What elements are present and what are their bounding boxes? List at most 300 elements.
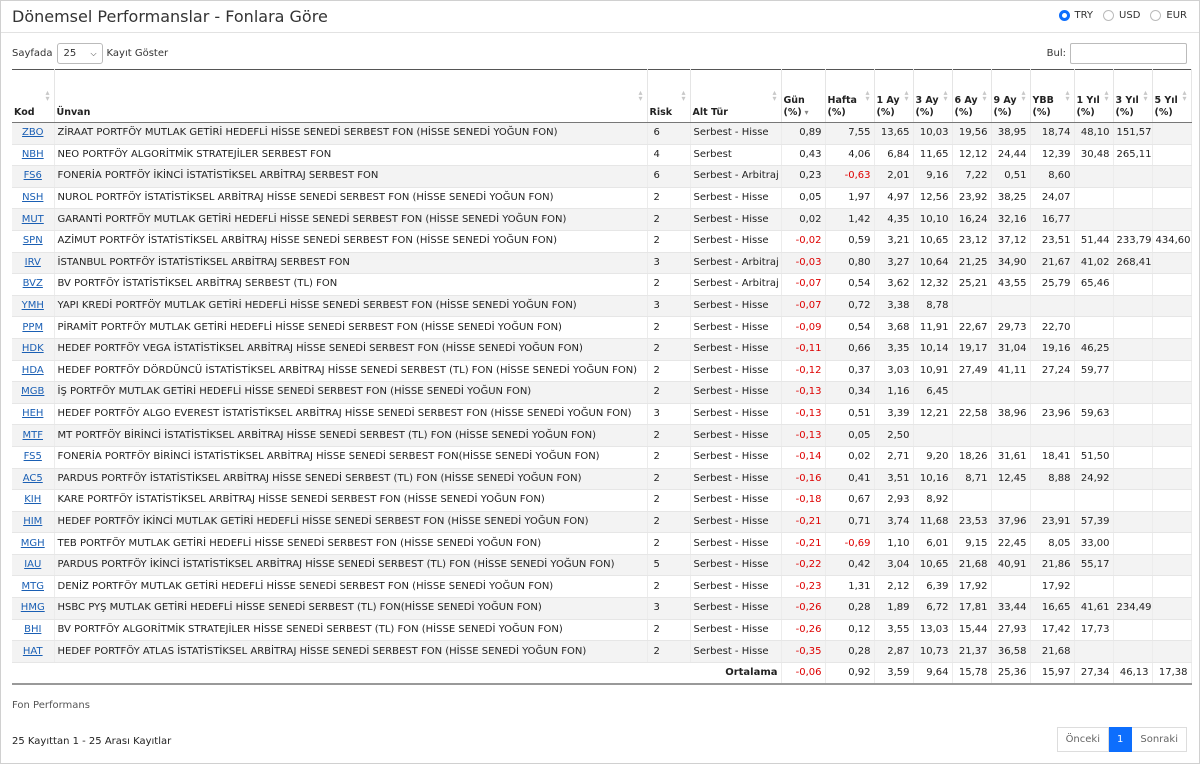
return-cell: 0,54 [825, 274, 874, 296]
return-cell: -0,07 [781, 295, 825, 317]
average-value: 9,64 [913, 662, 952, 684]
fund-type-cell: Serbest - Hisse [690, 209, 781, 231]
fund-code-link[interactable]: MTG [21, 580, 44, 592]
return-cell: 21,86 [1030, 554, 1074, 576]
return-cell [1113, 425, 1152, 447]
radio-icon[interactable] [1150, 10, 1161, 21]
return-cell: 59,77 [1074, 360, 1113, 382]
return-cell [1113, 209, 1152, 231]
return-cell [1152, 123, 1191, 145]
return-cell: 24,92 [1074, 468, 1113, 490]
return-cell: 23,91 [1030, 511, 1074, 533]
fund-name-cell: HEDEF PORTFÖY VEGA İSTATİSTİKSEL ARBİTRAJ HİSSE SENEDİ SERBEST FON (HİSSE SENEDİ YOĞUN FON) [54, 338, 647, 360]
fund-code-cell [12, 490, 54, 512]
column-header[interactable] [913, 70, 952, 123]
return-cell: 8,92 [913, 490, 952, 512]
fund-code-cell [12, 166, 54, 188]
sort-icon: ▴ ▾ [1182, 88, 1187, 103]
return-cell: 22,45 [991, 533, 1030, 555]
return-cell: 23,92 [952, 187, 991, 209]
fund-type-cell: Serbest - Hisse [690, 317, 781, 339]
fund-code-cell [12, 209, 54, 231]
sort-icon: ▴ ▾ [865, 88, 870, 103]
risk-cell: 2 [647, 446, 690, 468]
return-cell: 1,42 [825, 209, 874, 231]
return-cell [1152, 209, 1191, 231]
currency-option-try[interactable] [1059, 10, 1094, 21]
return-cell: 8,88 [1030, 468, 1074, 490]
return-cell [1152, 360, 1191, 382]
return-cell: 2,71 [874, 446, 913, 468]
return-cell: 0,66 [825, 338, 874, 360]
table-row [12, 295, 1191, 317]
fund-name-cell: BV PORTFÖY İSTATİSTİKSEL ARBİTRAJ SERBEST (TL) FON [54, 274, 647, 296]
return-cell: -0,26 [781, 598, 825, 620]
table-row [12, 252, 1191, 274]
return-cell: 65,46 [1074, 274, 1113, 296]
return-cell [952, 490, 991, 512]
fund-code-cell [12, 123, 54, 145]
table-row [12, 360, 1191, 382]
return-cell: 0,80 [825, 252, 874, 274]
return-cell: 3,39 [874, 403, 913, 425]
return-cell: 4,06 [825, 144, 874, 166]
column-header[interactable] [690, 70, 781, 123]
sort-icon: ▴ ▾ [681, 88, 686, 103]
page-length-select[interactable] [57, 43, 103, 64]
risk-cell: 5 [647, 554, 690, 576]
average-value: 15,97 [1030, 662, 1074, 684]
average-value: 25,36 [991, 662, 1030, 684]
column-header-label: Alt Tür [692, 107, 728, 118]
return-cell: 0,89 [781, 123, 825, 145]
fund-code-link[interactable]: MUT [21, 213, 44, 225]
fund-name-cell: YAPI KREDİ PORTFÖY MUTLAK GETİRİ HEDEFLİ HİSSE SENEDİ SERBEST FON (HİSSE SENEDİ YOĞUN FON) [54, 295, 647, 317]
table-row [12, 554, 1191, 576]
return-cell [1113, 166, 1152, 188]
risk-cell: 2 [647, 338, 690, 360]
return-cell [952, 295, 991, 317]
fund-code-link[interactable]: IAU [24, 559, 42, 571]
fund-code-link[interactable]: HDA [21, 364, 44, 376]
fund-type-cell: Serbest - Hisse [690, 598, 781, 620]
return-cell [1113, 338, 1152, 360]
fund-code-cell [12, 360, 54, 382]
table-row [12, 533, 1191, 555]
return-cell [1113, 360, 1152, 382]
return-cell: 3,04 [874, 554, 913, 576]
return-cell: -0,13 [781, 425, 825, 447]
risk-cell: 2 [647, 576, 690, 598]
return-cell: 21,37 [952, 641, 991, 663]
return-cell: 0,05 [781, 187, 825, 209]
currency-option-eur[interactable] [1150, 10, 1187, 21]
fund-code-cell [12, 317, 54, 339]
column-header[interactable] [991, 70, 1030, 123]
fund-code-link[interactable]: HMG [20, 602, 45, 614]
return-cell: 19,16 [1030, 338, 1074, 360]
page-1-button[interactable]: 1 [1109, 727, 1132, 752]
return-cell: 18,26 [952, 446, 991, 468]
performance-table [12, 69, 1192, 685]
return-cell: -0,09 [781, 317, 825, 339]
table-row [12, 123, 1191, 145]
column-header-label: Ünvan [56, 107, 91, 118]
fund-code-cell [12, 252, 54, 274]
panel-header [1, 1, 1199, 33]
return-cell: -0,23 [781, 576, 825, 598]
table-row [12, 274, 1191, 296]
risk-cell: 6 [647, 123, 690, 145]
return-cell: 0,23 [781, 166, 825, 188]
return-cell: 46,25 [1074, 338, 1113, 360]
table-info: 25 Kayıttan 1 - 25 Arası Kayıtlar [12, 736, 172, 747]
return-cell [1152, 641, 1191, 663]
column-header[interactable] [54, 70, 647, 123]
fund-name-cell: PARDUS PORTFÖY İSTATİSTİKSEL ARBİTRAJ HİSSE SENEDİ SERBEST (TL) FON (HİSSE SENEDİ YOĞUN FON) [54, 468, 647, 490]
fund-code-link[interactable]: YMH [21, 300, 44, 312]
return-cell: -0,16 [781, 468, 825, 490]
return-cell [1152, 338, 1191, 360]
fund-code-link[interactable]: MGB [21, 386, 45, 398]
return-cell: 59,63 [1074, 403, 1113, 425]
return-cell: 2,50 [874, 425, 913, 447]
return-cell: 21,68 [952, 554, 991, 576]
column-header[interactable] [1074, 70, 1113, 123]
radio-icon[interactable] [1103, 10, 1114, 21]
fund-name-cell: ZİRAAT PORTFÖY MUTLAK GETİRİ HEDEFLİ HİSSE SENEDİ SERBEST FON (HİSSE SENEDİ YOĞUN FON) [54, 123, 647, 145]
return-cell [991, 490, 1030, 512]
return-cell: 22,67 [952, 317, 991, 339]
return-cell [1152, 446, 1191, 468]
return-cell: 16,65 [1030, 598, 1074, 620]
fund-code-link[interactable]: HEH [22, 408, 44, 420]
fund-code-link[interactable]: SPN [22, 235, 43, 247]
return-cell [991, 425, 1030, 447]
fund-type-cell: Serbest - Hisse [690, 338, 781, 360]
fund-code-link[interactable]: ZBO [22, 127, 44, 139]
return-cell: 12,56 [913, 187, 952, 209]
return-cell [1152, 403, 1191, 425]
fund-name-cell: MT PORTFÖY BİRİNCİ İSTATİSTİKSEL ARBİTRAJ HİSSE SENEDİ SERBEST (TL) FON (HİSSE SENEDİ YOĞUN FON) [54, 425, 647, 447]
fund-code-link[interactable]: BVZ [22, 278, 43, 290]
fund-type-cell: Serbest - Hisse [690, 187, 781, 209]
return-cell [1030, 295, 1074, 317]
table-row [12, 490, 1191, 512]
return-cell: 37,12 [991, 230, 1030, 252]
prev-page-button[interactable]: Önceki [1057, 727, 1109, 752]
return-cell [952, 382, 991, 404]
return-cell: 2,93 [874, 490, 913, 512]
return-cell: 10,64 [913, 252, 952, 274]
table-row [12, 403, 1191, 425]
return-cell: 0,05 [825, 425, 874, 447]
return-cell: 10,91 [913, 360, 952, 382]
return-cell: 22,58 [952, 403, 991, 425]
fund-name-cell: HSBC PYŞ MUTLAK GETİRİ HEDEFLİ HİSSE SENEDİ SERBEST (TL) FON(HİSSE SENEDİ YOĞUN FON) [54, 598, 647, 620]
pagination [1057, 727, 1187, 752]
column-header[interactable] [647, 70, 690, 123]
return-cell: 8,71 [952, 468, 991, 490]
page-title: Dönemsel Performanslar - Fonlara Göre [12, 7, 328, 26]
table-row [12, 511, 1191, 533]
sort-icon: ▴ ▾ [772, 88, 777, 103]
return-cell: -0,11 [781, 338, 825, 360]
table-row [12, 425, 1191, 447]
return-cell: 38,25 [991, 187, 1030, 209]
return-cell: 38,95 [991, 123, 1030, 145]
search-input[interactable] [1070, 43, 1187, 64]
column-header-label: Hafta (%) [827, 95, 857, 118]
return-cell [1152, 619, 1191, 641]
return-cell: 2,87 [874, 641, 913, 663]
fund-code-link[interactable]: NBH [21, 148, 44, 160]
fund-type-cell: Serbest - Hisse [690, 425, 781, 447]
return-cell [1113, 576, 1152, 598]
fund-type-cell: Serbest - Hisse [690, 403, 781, 425]
fund-name-cell: NUROL PORTFÖY İSTATİSTİKSEL ARBİTRAJ HİSSE SENEDİ SERBEST FON (HİSSE SENEDİ YOĞUN FON) [54, 187, 647, 209]
return-cell [991, 295, 1030, 317]
return-cell [1113, 403, 1152, 425]
return-cell: 3,68 [874, 317, 913, 339]
return-cell: 27,49 [952, 360, 991, 382]
return-cell: 0,02 [781, 209, 825, 231]
column-header[interactable] [781, 70, 825, 123]
fund-code-cell [12, 511, 54, 533]
column-header[interactable] [825, 70, 874, 123]
return-cell: 9,15 [952, 533, 991, 555]
return-cell: 34,90 [991, 252, 1030, 274]
fund-code-cell [12, 425, 54, 447]
fund-type-cell: Serbest - Hisse [690, 490, 781, 512]
return-cell: 43,55 [991, 274, 1030, 296]
average-value: 27,34 [1074, 662, 1113, 684]
return-cell: -0,18 [781, 490, 825, 512]
risk-cell: 2 [647, 209, 690, 231]
fund-code-cell [12, 274, 54, 296]
average-value: 15,78 [952, 662, 991, 684]
fund-type-cell: Serbest - Hisse [690, 576, 781, 598]
column-header[interactable] [952, 70, 991, 123]
fund-name-cell: FONERİA PORTFÖY İKİNCİ İSTATİSTİKSEL ARBİTRAJ SERBEST FON [54, 166, 647, 188]
return-cell [952, 425, 991, 447]
table-row [12, 382, 1191, 404]
return-cell: 21,68 [1030, 641, 1074, 663]
fund-type-cell: Serbest - Hisse [690, 554, 781, 576]
return-cell [1113, 554, 1152, 576]
return-cell [1074, 187, 1113, 209]
risk-cell: 2 [647, 619, 690, 641]
fund-code-link[interactable]: FS5 [23, 451, 42, 463]
return-cell: -0,13 [781, 382, 825, 404]
column-header-label: 1 Ay (%) [876, 95, 900, 118]
fund-code-link[interactable]: BHI [24, 623, 42, 635]
return-cell: 23,51 [1030, 230, 1074, 252]
table-row [12, 598, 1191, 620]
column-header-label: YBB (%) [1032, 95, 1054, 118]
currency-option-usd[interactable] [1103, 10, 1140, 21]
return-cell [1113, 468, 1152, 490]
fund-code-cell [12, 533, 54, 555]
page-length-control [12, 43, 168, 64]
return-cell: 51,50 [1074, 446, 1113, 468]
return-cell: 25,21 [952, 274, 991, 296]
return-cell [991, 576, 1030, 598]
return-cell: 7,22 [952, 166, 991, 188]
return-cell: 17,92 [952, 576, 991, 598]
column-header-label: 3 Yıl (%) [1115, 95, 1139, 118]
return-cell: -0,35 [781, 641, 825, 663]
return-cell: 234,49 [1113, 598, 1152, 620]
sort-icon: ▴ ▾ [45, 88, 50, 103]
return-cell: -0,03 [781, 252, 825, 274]
fund-type-cell: Serbest - Hisse [690, 230, 781, 252]
return-cell [1152, 425, 1191, 447]
return-cell: 0,51 [991, 166, 1030, 188]
sort-icon: ▴ ▾ [638, 88, 643, 103]
fund-code-link[interactable]: HAT [22, 645, 43, 657]
return-cell: 3,55 [874, 619, 913, 641]
column-header[interactable] [1152, 70, 1191, 123]
return-cell: 151,57 [1113, 123, 1152, 145]
return-cell [1152, 187, 1191, 209]
column-header[interactable] [12, 70, 54, 123]
return-cell: 1,31 [825, 576, 874, 598]
return-cell [1113, 533, 1152, 555]
fund-code-link[interactable]: HIM [23, 515, 43, 527]
return-cell [1152, 490, 1191, 512]
return-cell: 6,84 [874, 144, 913, 166]
next-page-button[interactable]: Sonraki [1132, 727, 1187, 752]
radio-icon[interactable] [1059, 10, 1070, 21]
return-cell: 0,12 [825, 619, 874, 641]
fund-type-cell: Serbest - Arbitraj [690, 274, 781, 296]
return-cell [1152, 554, 1191, 576]
average-value: 17,38 [1152, 662, 1191, 684]
currency-label: TRY [1074, 10, 1094, 21]
column-header-label: Gün (%) [783, 95, 805, 118]
return-cell: 3,38 [874, 295, 913, 317]
column-header[interactable] [1030, 70, 1074, 123]
return-cell: 15,44 [952, 619, 991, 641]
return-cell: 12,45 [991, 468, 1030, 490]
table-row [12, 317, 1191, 339]
return-cell: 19,17 [952, 338, 991, 360]
return-cell: 16,77 [1030, 209, 1074, 231]
return-cell: 37,96 [991, 511, 1030, 533]
fund-code-link[interactable]: PPM [22, 321, 44, 333]
fund-name-cell: DENİZ PORTFÖY MUTLAK GETİRİ HEDEFLİ HİSSE SENEDİ SERBEST FON (HİSSE SENEDİ YOĞUN FON) [54, 576, 647, 598]
fund-name-cell: HEDEF PORTFÖY ATLAS İSTATİSTİKSEL ARBİTRAJ HİSSE SENEDİ SERBEST FON (HİSSE SENEDİ YOĞUN FON) [54, 641, 647, 663]
return-cell: 0,41 [825, 468, 874, 490]
fund-name-cell: BV PORTFÖY ALGORİTMİK STRATEJİLER HİSSE SENEDİ SERBEST (TL) FON (HİSSE SENEDİ YOĞUN FON) [54, 619, 647, 641]
return-cell: -0,21 [781, 533, 825, 555]
return-cell: 11,65 [913, 144, 952, 166]
return-cell: 51,44 [1074, 230, 1113, 252]
return-cell: -0,69 [825, 533, 874, 555]
return-cell: 25,79 [1030, 274, 1074, 296]
fund-code-cell [12, 230, 54, 252]
return-cell: -0,14 [781, 446, 825, 468]
return-cell: 10,73 [913, 641, 952, 663]
return-cell [1152, 295, 1191, 317]
fund-code-link[interactable]: HDK [21, 343, 44, 355]
fund-code-link[interactable]: MTF [22, 429, 43, 441]
risk-cell: 3 [647, 403, 690, 425]
return-cell: -0,12 [781, 360, 825, 382]
risk-cell: 2 [647, 490, 690, 512]
risk-cell: 2 [647, 317, 690, 339]
return-cell: 233,79 [1113, 230, 1152, 252]
fund-type-cell: Serbest - Hisse [690, 468, 781, 490]
currency-selector [1059, 10, 1188, 21]
column-header[interactable] [1113, 70, 1152, 123]
return-cell [1074, 576, 1113, 598]
return-cell [1074, 295, 1113, 317]
return-cell: 0,54 [825, 317, 874, 339]
fund-code-link[interactable]: NSH [22, 192, 44, 204]
search-label: Bul: [1046, 48, 1066, 59]
return-cell: -0,13 [781, 403, 825, 425]
fund-code-link[interactable]: KIH [24, 494, 42, 506]
return-cell [1074, 209, 1113, 231]
average-row [12, 662, 1191, 684]
table-row [12, 576, 1191, 598]
return-cell [1030, 490, 1074, 512]
fund-code-link[interactable]: IRV [24, 256, 41, 268]
return-cell: 434,60 [1152, 230, 1191, 252]
return-cell [1113, 619, 1152, 641]
fund-type-cell: Serbest [690, 144, 781, 166]
fund-code-link[interactable]: MGH [20, 537, 45, 549]
column-header[interactable] [874, 70, 913, 123]
return-cell: 0,02 [825, 446, 874, 468]
return-cell: 17,73 [1074, 619, 1113, 641]
return-cell [1152, 533, 1191, 555]
length-prefix: Sayfada [12, 48, 53, 59]
fund-name-cell: KARE PORTFÖY İSTATİSTİKSEL ARBİTRAJ HİSSE SENEDİ SERBEST FON (HİSSE SENEDİ YOĞUN FON) [54, 490, 647, 512]
fund-name-cell: HEDEF PORTFÖY İKİNCİ MUTLAK GETİRİ HEDEFLİ HİSSE SENEDİ SERBEST FON (HİSSE SENEDİ YOĞUN FON) [54, 511, 647, 533]
return-cell: 41,11 [991, 360, 1030, 382]
fund-code-cell [12, 144, 54, 166]
risk-cell: 2 [647, 533, 690, 555]
return-cell: 12,12 [952, 144, 991, 166]
return-cell [1152, 274, 1191, 296]
fund-code-link[interactable]: FS6 [23, 170, 42, 182]
return-cell [1152, 511, 1191, 533]
sort-icon: ▴ ▾ [1021, 88, 1026, 103]
return-cell: 23,96 [1030, 403, 1074, 425]
return-cell: 55,17 [1074, 554, 1113, 576]
return-cell: 0,72 [825, 295, 874, 317]
risk-cell: 2 [647, 382, 690, 404]
return-cell: 8,60 [1030, 166, 1074, 188]
return-cell: 33,44 [991, 598, 1030, 620]
return-cell: 23,53 [952, 511, 991, 533]
return-cell: 27,93 [991, 619, 1030, 641]
sort-icon: ▴ ▾ [1104, 88, 1109, 103]
return-cell [1074, 425, 1113, 447]
risk-cell: 3 [647, 598, 690, 620]
return-cell [1113, 446, 1152, 468]
fund-code-link[interactable]: AC5 [22, 472, 43, 484]
fund-code-cell [12, 446, 54, 468]
column-header-label: Kod [14, 107, 35, 118]
page-length-value: 25 [63, 48, 77, 59]
return-cell: 8,05 [1030, 533, 1074, 555]
return-cell: 8,78 [913, 295, 952, 317]
return-cell: 24,44 [991, 144, 1030, 166]
